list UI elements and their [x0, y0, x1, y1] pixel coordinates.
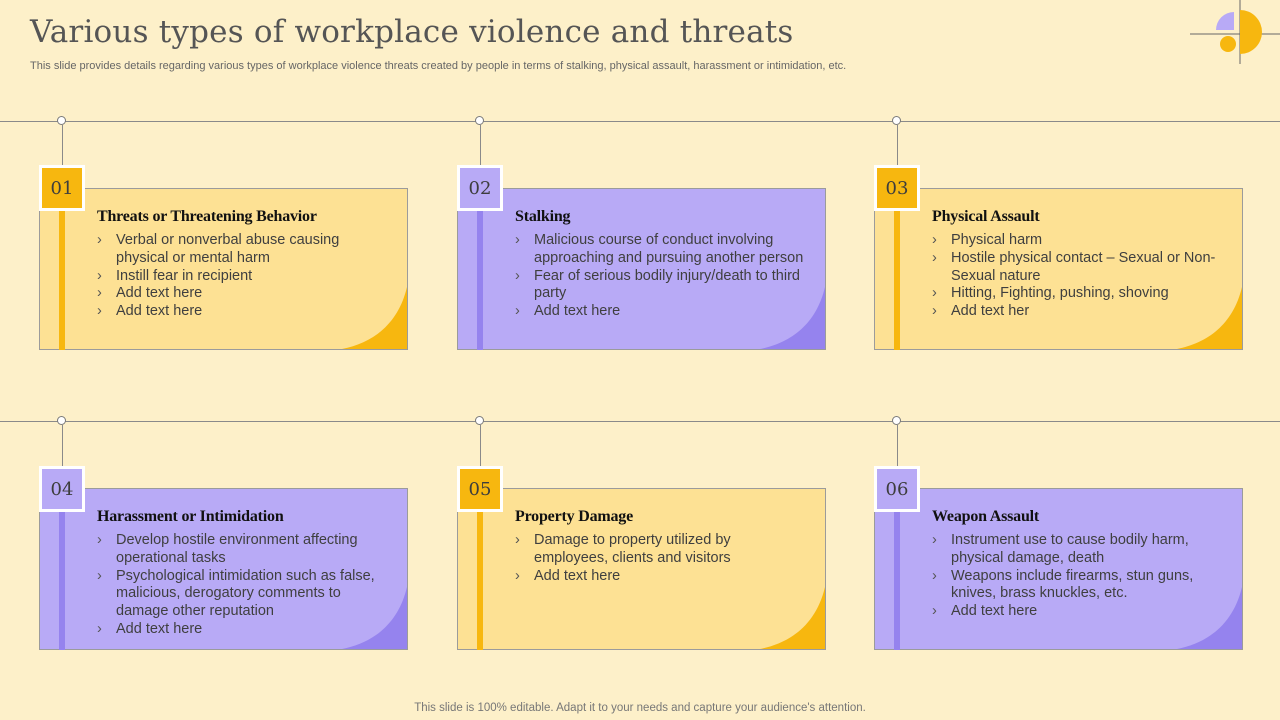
chevron-right-icon: › — [97, 567, 102, 584]
step-number-badge: 05 — [457, 466, 503, 512]
bullet-text: Develop hostile environment affecting operational tasks — [116, 532, 358, 566]
step-number-badge: 06 — [874, 466, 920, 512]
bullet-list — [97, 232, 387, 321]
list-item — [97, 621, 387, 639]
bullet-text: Psychological intimidation such as false, malicious, derogatory comments to damage other reputation — [116, 567, 375, 620]
card-title: Property Damage — [515, 508, 634, 525]
chevron-right-icon: › — [515, 232, 520, 248]
page-subtitle: This slide provides details regarding various types of workplace violence threats created by people in terms of stalking, physical assault, harassment or intimidation, etc. — [30, 60, 847, 72]
bullet-text: Physical harm — [951, 232, 1043, 248]
step-number-badge: 01 — [39, 165, 85, 211]
decorative-logo-icon — [1188, 0, 1280, 68]
bullet-list — [515, 232, 805, 321]
bullet-text: Add text here — [534, 567, 621, 584]
bullet-text: Add text here — [534, 303, 621, 320]
list-item — [932, 250, 1222, 286]
chevron-right-icon: › — [97, 232, 102, 248]
timeline-connector — [897, 425, 898, 466]
card-stripe — [894, 205, 900, 350]
chevron-right-icon: › — [932, 567, 937, 584]
timeline-node — [57, 116, 66, 125]
chevron-right-icon: › — [932, 249, 937, 266]
bullet-text: Add text her — [951, 303, 1030, 320]
list-item — [97, 232, 387, 268]
chevron-right-icon: › — [515, 303, 520, 320]
timeline-node — [57, 416, 66, 425]
bullet-list — [932, 532, 1222, 621]
bullet-list — [97, 532, 387, 639]
list-item — [515, 232, 805, 268]
list-item — [97, 268, 387, 286]
chevron-right-icon: › — [515, 567, 520, 584]
timeline-connector — [897, 125, 898, 165]
list-item — [515, 532, 805, 568]
list-item — [97, 303, 387, 321]
card-title: Stalking — [515, 208, 571, 225]
list-item — [97, 532, 387, 568]
bullet-text: Add text here — [951, 603, 1038, 620]
chevron-right-icon: › — [97, 532, 102, 548]
bullet-text: Hostile physical contact – Sexual or Non-Sexual nature — [951, 249, 1216, 284]
timeline-node — [475, 116, 484, 125]
list-item — [515, 568, 805, 586]
chevron-right-icon: › — [515, 532, 520, 548]
bullet-text: Malicious course of conduct involving approaching and pursuing another person — [534, 232, 804, 266]
card-stripe — [477, 205, 483, 350]
bullet-text: Weapons include firearms, stun guns, knives, brass knuckles, etc. — [951, 567, 1194, 602]
step-number-badge: 04 — [39, 466, 85, 512]
bullet-text: Verbal or nonverbal abuse causing physical or mental harm — [116, 232, 340, 266]
card-stripe — [59, 205, 65, 350]
list-item — [932, 603, 1222, 621]
card-title: Weapon Assault — [932, 508, 1040, 525]
card-stripe — [477, 506, 483, 650]
card-stripe — [59, 506, 65, 650]
chevron-right-icon: › — [97, 267, 102, 284]
card-stripe — [894, 506, 900, 650]
chevron-right-icon: › — [932, 303, 937, 320]
step-number-badge: 03 — [874, 165, 920, 211]
bullet-text: Instrument use to cause bodily harm, physical damage, death — [951, 532, 1189, 566]
chevron-right-icon: › — [932, 603, 937, 620]
list-item — [932, 285, 1222, 303]
list-item — [932, 532, 1222, 568]
timeline-top — [0, 121, 1280, 122]
bullet-text: Add text here — [116, 303, 203, 320]
bullet-text: Damage to property utilized by employees, clients and visitors — [534, 532, 731, 566]
chevron-right-icon: › — [97, 303, 102, 320]
timeline-connector — [62, 125, 63, 165]
card-title: Physical Assault — [932, 208, 1040, 225]
card-title: Harassment or Intimidation — [97, 508, 284, 525]
card-title: Threats or Threatening Behavior — [97, 208, 317, 225]
step-number-badge: 02 — [457, 165, 503, 211]
corner-accent — [760, 587, 825, 649]
bullet-text: Add text here — [116, 285, 203, 302]
bullet-list — [515, 532, 805, 585]
footer-note: This slide is 100% editable. Adapt it to your needs and capture your audience's attention. — [414, 702, 866, 714]
list-item — [515, 303, 805, 321]
bullet-list — [932, 232, 1222, 321]
chevron-right-icon: › — [515, 267, 520, 284]
list-item — [932, 232, 1222, 250]
timeline-bottom — [0, 421, 1280, 422]
timeline-node — [892, 416, 901, 425]
list-item — [515, 268, 805, 304]
bullet-text: Hitting, Fighting, pushing, shoving — [951, 285, 1169, 302]
bullet-text: Instill fear in recipient — [116, 267, 253, 284]
timeline-node — [475, 416, 484, 425]
chevron-right-icon: › — [932, 532, 937, 548]
chevron-right-icon: › — [932, 285, 937, 302]
chevron-right-icon: › — [97, 285, 102, 302]
timeline-connector — [480, 125, 481, 165]
chevron-right-icon: › — [97, 620, 102, 637]
list-item — [932, 303, 1222, 321]
chevron-right-icon: › — [932, 232, 937, 248]
timeline-connector — [62, 425, 63, 466]
list-item — [97, 285, 387, 303]
timeline-connector — [480, 425, 481, 466]
list-item — [932, 568, 1222, 604]
list-item — [97, 568, 387, 621]
bullet-text: Add text here — [116, 620, 203, 637]
bullet-text: Fear of serious bodily injury/death to third party — [534, 267, 800, 302]
page-title: Various types of workplace violence and threats — [30, 14, 794, 50]
timeline-node — [892, 116, 901, 125]
